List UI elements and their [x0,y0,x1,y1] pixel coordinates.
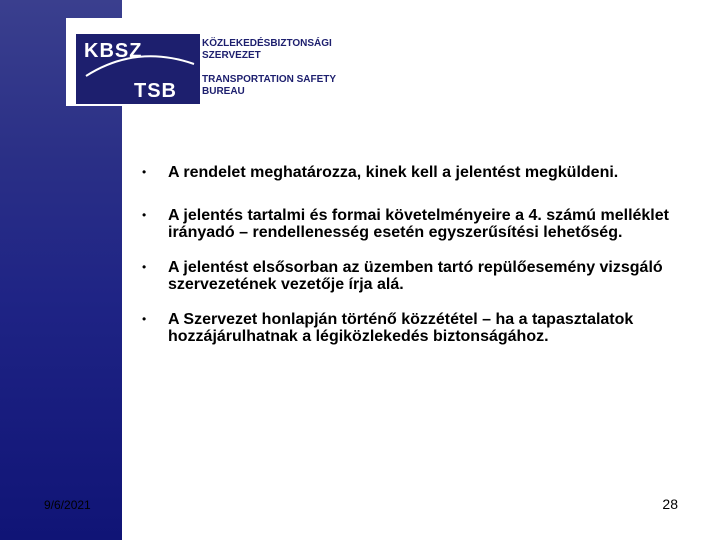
bullet-text-3: A jelentést elsősorban az üzemben tartó repülőesemény vizsgáló szervezetének vezetője írja alá. [168,259,663,293]
bullet-item [138,207,698,241]
bullet-dot: • [142,208,147,222]
bullet-dot: • [142,312,147,326]
footer-date: 9/6/2021 [44,498,91,512]
bullet-text-1: A rendelet meghatározza, kinek kell a jelentést megküldeni. [168,164,619,181]
bullet-dot: • [142,260,147,274]
logo-letters-top: KBSZ [84,40,143,62]
logo-line-2: SZERVEZET [202,50,261,61]
bullet-item [138,164,698,181]
logo-letters-bottom: TSB [134,80,177,102]
kbsz-tsb-logo [66,18,340,106]
logo-text-block [202,38,342,98]
bullet-text-4: A Szervezet honlapján történő közzététel – ha a tapasztalatok hozzájárulhatnak a légiközlekedés biztonságához. [168,311,634,345]
bullet-item [138,259,698,293]
logo-emblem-icon [76,34,200,104]
bullet-dot: • [142,165,147,179]
bullet-item [138,311,698,345]
logo-line-3: TRANSPORTATION SAFETY [202,74,337,85]
logo-line-4: BUREAU [202,86,245,97]
bullet-list [138,164,698,345]
bullet-text-2: A jelentés tartalmi és formai követelményeire a 4. számú melléklet irányadó – rendellenesség esetén egyszerűsítési lehetőség. [168,207,669,241]
logo-line-1: KÖZLEKEDÉSBIZTONSÁGI [202,38,332,49]
page-number: 28 [662,496,678,512]
